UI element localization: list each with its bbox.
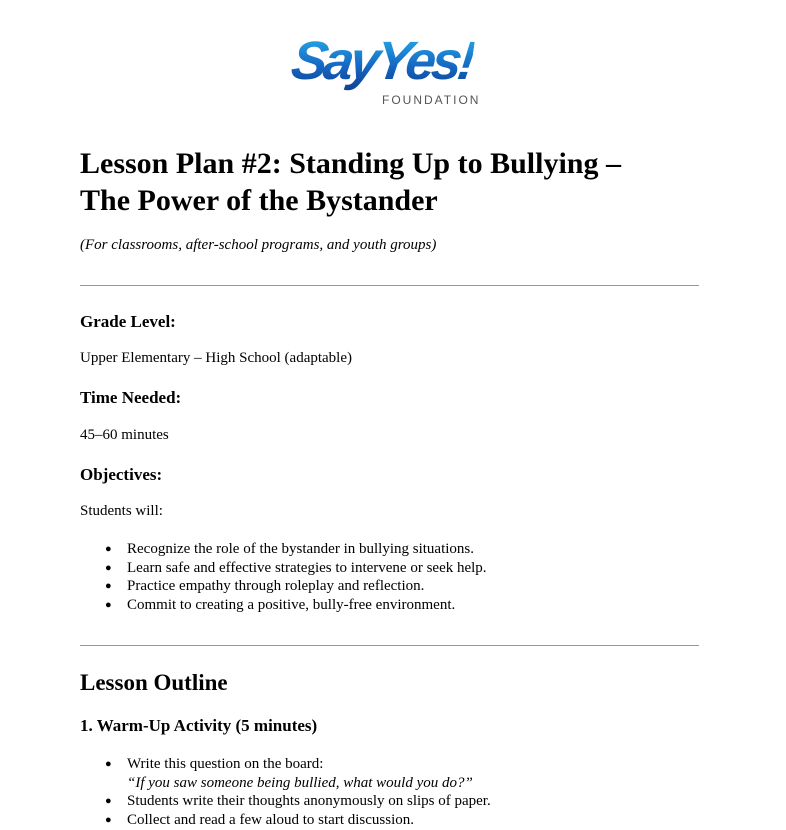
objectives-intro: Students will: [80,503,163,519]
warmup-heading: 1. Warm-Up Activity (5 minutes) [80,716,318,735]
list-item: ● Write this question on the board: “If you saw someone being bullied, what would you do?” [127,755,491,792]
list-item: ● Learn safe and effective strategies to intervene or seek help. [127,559,487,578]
question-quote: “If you saw someone being bullied, what would you do?” [127,774,473,791]
list-item: ● Commit to creating a positive, bully-free environment. [127,596,487,615]
logo-subtext: FOUNDATION [382,93,481,107]
list-item: ● Recognize the role of the bystander in bullying situations. [127,540,487,559]
grade-level-heading: Grade Level: [80,312,176,331]
lesson-outline-heading: Lesson Outline [80,670,228,695]
time-needed-heading: Time Needed: [80,388,182,407]
sayyes-foundation-logo [287,30,492,110]
time-needed-value: 45–60 minutes [80,427,169,443]
objectives-list [80,540,487,615]
divider [80,285,699,286]
subtitle: (For classrooms, after-school programs, and youth groups) [80,237,437,253]
logo-text: SayYes! [287,31,477,91]
list-item: ● Collect and read a few aloud to start discussion. [127,811,491,830]
list-item: ● Practice empathy through roleplay and reflection. [127,577,487,596]
warmup-list [80,755,491,830]
objectives-heading: Objectives: [80,465,163,484]
divider [80,645,699,646]
page-title: Lesson Plan #2: Standing Up to Bullying – The Power of the Bystander [80,147,621,217]
grade-level-value: Upper Elementary – High School (adaptable) [80,350,352,366]
list-item: ● Students write their thoughts anonymously on slips of paper. [127,792,491,811]
